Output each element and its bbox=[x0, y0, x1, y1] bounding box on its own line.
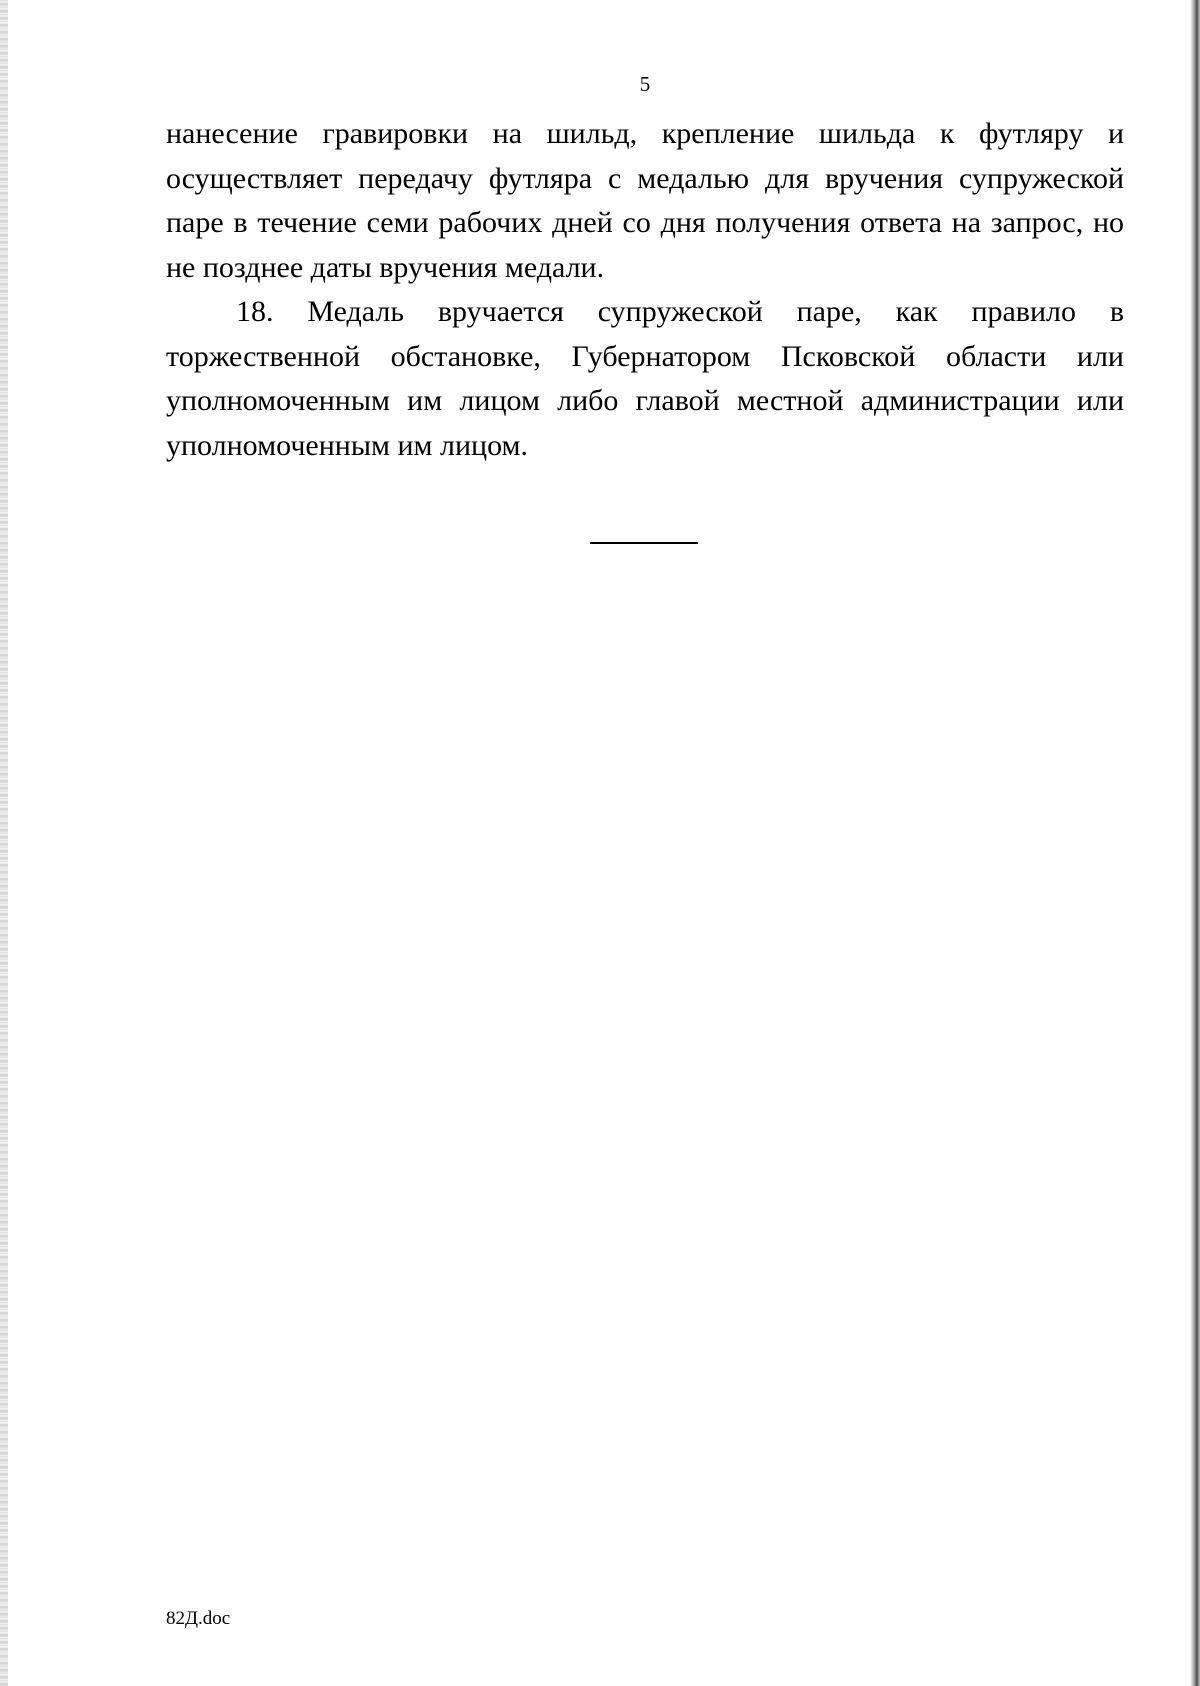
end-of-text-rule bbox=[590, 542, 698, 544]
page-number: 5 bbox=[639, 72, 651, 96]
paragraph-item-18: 18. Медаль вручается супружеской паре, как правило в торжественной обстановке, Губернатором Псковской области или уполномоченным им лицом либо главой местной администрации или уполномоченным им лицом. bbox=[166, 295, 1124, 462]
paragraph-continuation: нанесение гравировки на шильд, крепление шильда к футляру и осуществляет передачу футляра с медалью для вручения супружеской паре в течение семи рабочих дней со дня получения ответа на запрос, но не позднее даты вручения медали. bbox=[166, 117, 1124, 284]
footer-filename: 82Д.doc bbox=[166, 1608, 231, 1629]
document-body bbox=[166, 112, 1124, 468]
scan-edge-right bbox=[1190, 0, 1200, 1686]
scan-edge-left bbox=[0, 0, 8, 1686]
